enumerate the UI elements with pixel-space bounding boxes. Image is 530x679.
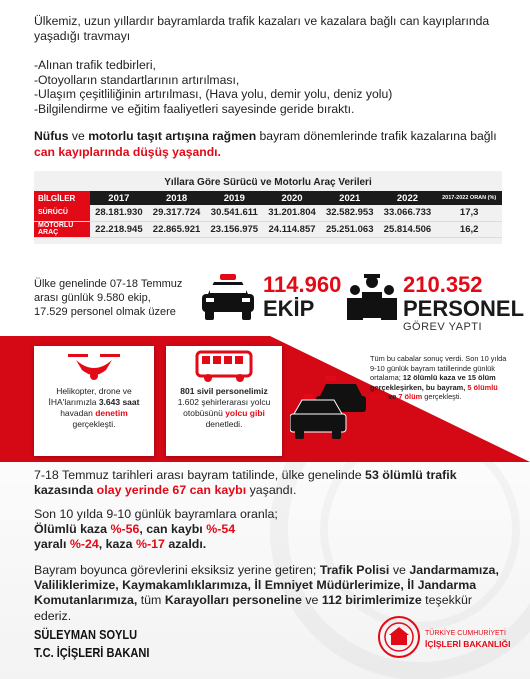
statement-bold: motorlu taşıt artışına rağmen <box>88 129 257 143</box>
para-highlight: %-56 <box>110 522 140 537</box>
statement-paragraph <box>34 128 504 160</box>
table-cell: 22.218.945 <box>90 221 148 237</box>
para-bold: , kaza <box>98 537 136 552</box>
para-bold: Trafik Polisi <box>319 563 390 577</box>
statement-highlight: can kayıplarında düşüş yaşandı. <box>34 145 221 159</box>
card-text: havadan <box>60 408 96 418</box>
table-cell: 24.114.857 <box>263 221 321 237</box>
bullet-item: -Ulaşım çeşitliliğinin artırılması, (Hava yolu, demir yolu, deniz yolu) <box>34 87 393 102</box>
statement-text: ve <box>68 129 89 143</box>
drone-icon <box>62 346 126 386</box>
card-bold: 3.643 saat <box>98 397 140 407</box>
signature-name: SÜLEYMAN SOYLU <box>34 627 138 642</box>
bullet-item: -Otoyolların standartlarının artırılması, <box>34 72 240 87</box>
drone-card-text <box>34 386 154 430</box>
result-bold: ve <box>386 392 399 401</box>
table-cell: 25.251.063 <box>321 221 379 237</box>
comparison-line-1 <box>34 522 504 537</box>
para-highlight: %-54 <box>206 522 236 537</box>
police-officers-icon <box>346 270 398 326</box>
result-bold: 12 ölümlü kaza ve 15 ölüm gerçekleşirken, bu bayram, <box>370 373 496 392</box>
intro-bullets <box>34 58 494 116</box>
card-highlight: denetim <box>95 408 128 418</box>
ministry-seal-icon <box>377 615 421 663</box>
police-car-icon <box>198 272 258 324</box>
table-row-label: MOTORLU ARAÇ <box>34 221 90 237</box>
table-cell: 23.156.975 <box>205 221 263 237</box>
para-bold: , can kaybı <box>139 522 207 537</box>
band-text: Ülke genelinde 07-18 Temmuz arası günlük 9.580 ekip, 17.529 personel olmak üzere <box>34 278 183 318</box>
table-cell: 22.865.921 <box>148 221 206 237</box>
result-highlight: 5 ölümlü kaza <box>370 382 498 401</box>
card-text: 1.602 şehirlerarası yolcu otobüsünü <box>177 397 271 418</box>
table-header-row <box>34 191 502 205</box>
result-text: gerçekleşti. <box>422 392 462 401</box>
table-header-cell: 2020 <box>263 191 321 205</box>
data-table <box>34 191 502 238</box>
table-row <box>34 221 502 237</box>
para-text: teşekkür ederiz. <box>34 593 473 623</box>
signature-block <box>34 626 149 662</box>
para-bold: 112 birimlerimize <box>321 593 422 608</box>
bullet-item: -Bilgilendirme ve eğitim faaliyetleri sayesinde geride bıraktı. <box>34 101 355 116</box>
gorev-label: GÖREV YAPTI <box>403 321 483 333</box>
table-row-label: SÜRÜCÜ <box>34 205 90 221</box>
table-cell: 32.582.953 <box>321 205 379 221</box>
ekip-label: EKİP <box>263 296 315 321</box>
ministry-line-2: İÇİŞLERİ BAKANLIĞI <box>425 639 511 649</box>
table-cell: 30.541.611 <box>205 205 263 221</box>
para-text: Son 10 yılda 9-10 günlük bayramlara oranla; <box>34 507 278 521</box>
card-text: Helikopter, drone ve İHA'larımızla <box>48 386 132 407</box>
comparison-line-2 <box>34 537 504 552</box>
bullet-item: -Alınan trafik tedbirleri, <box>34 58 156 72</box>
card-bold: 801 sivil personelimiz <box>180 386 268 396</box>
result-text: Tüm bu cabalar sonuç verdi. Son 10 yılda 9-10 günlük bayram tatillerinde günlük ortalama; <box>370 354 507 382</box>
para-text: ve <box>301 593 322 608</box>
data-table-box <box>34 171 502 244</box>
ministry-logo-text <box>425 629 510 649</box>
statement-bold: Nüfus <box>34 129 69 143</box>
para-text: yaşandı. <box>246 483 297 498</box>
para-text: ve <box>389 563 410 577</box>
ministry-line-1: TÜRKİYE CUMHURİYETİ <box>425 630 506 637</box>
intro-section <box>34 14 494 116</box>
bus-icon <box>191 346 257 386</box>
bus-card-text <box>166 386 282 430</box>
table-cell: 29.317.724 <box>148 205 206 221</box>
table-cell-rate: 17,3 <box>436 205 502 221</box>
para-text: Bayram boyunca görevlerini eksiksiz yerine getiren; <box>34 563 320 577</box>
card-text: denetledi. <box>205 419 243 429</box>
comparison-paragraph <box>34 507 504 553</box>
result-highlight: 7 ölüm <box>398 392 423 401</box>
table-header-cell: 2018 <box>148 191 206 205</box>
intro-paragraph: Ülkemiz, uzun yıllardır bayramlarda trafik kazaları ve kazalara bağlı can kayıplarında yaşadığı travmayı <box>34 14 490 43</box>
para-bold: Jandarmamıza, Valiliklerimize, Kaymakamlıklarımıza, İl Emniyet Müdürlerimize, İl Jandarma Komutanlarımıza, <box>34 563 499 608</box>
table-cell-rate: 16,2 <box>436 221 502 237</box>
para-highlight: %-17 <box>135 537 165 552</box>
thanks-paragraph <box>34 563 504 624</box>
personel-label: PERSONEL <box>403 296 525 321</box>
table-row <box>34 205 502 221</box>
para-bold: Karayolları personeline <box>164 593 302 608</box>
para-text: 7-18 Temmuz tarihleri arası bayram tatilinde, ülke genelinde <box>34 468 366 482</box>
card-highlight: yolcu gibi <box>225 408 265 418</box>
table-cell: 31.201.804 <box>263 205 321 221</box>
table-header-cell: 2019 <box>205 191 263 205</box>
para-highlight: %-24 <box>69 537 99 552</box>
para-highlight: olay yerinde 67 can kaybı <box>93 483 247 498</box>
table-header-cell: 2017 <box>90 191 148 205</box>
table-header-cell: 2017-2022 ORAN (%) <box>436 191 502 205</box>
table-header-cell: 2021 <box>321 191 379 205</box>
ekip-number: 114.960 <box>263 272 342 297</box>
para-bold: yaralı <box>34 537 70 552</box>
para-bold: 53 ölümlü trafik kazasında <box>34 468 457 498</box>
card-text: gerçekleşti. <box>72 419 116 429</box>
police-cars-icon <box>290 366 372 446</box>
bus-card <box>166 346 282 456</box>
statement-text: bayram dönemlerinde trafik kazalarına bağlı <box>256 129 497 143</box>
table-cell: 28.181.930 <box>90 205 148 221</box>
personel-number: 210.352 <box>403 272 483 297</box>
table-cell: 25.814.506 <box>379 221 437 237</box>
table-header-cell: 2022 <box>379 191 437 205</box>
table-cell: 33.066.733 <box>379 205 437 221</box>
para-bold: azaldı. <box>164 537 207 552</box>
casualty-paragraph <box>34 468 504 498</box>
personnel-band <box>0 266 530 336</box>
para-bold: Ölümlü kaza <box>34 522 111 537</box>
table-title: Yıllara Göre Sürücü ve Motorlu Araç Verileri <box>164 177 372 188</box>
para-text: tüm <box>137 593 165 608</box>
table-header-cell: BİLGİLER <box>34 191 90 205</box>
result-panel <box>370 354 510 402</box>
signature-title: T.C. İÇİŞLERİ BAKANI <box>34 645 150 660</box>
drone-card <box>34 346 154 456</box>
